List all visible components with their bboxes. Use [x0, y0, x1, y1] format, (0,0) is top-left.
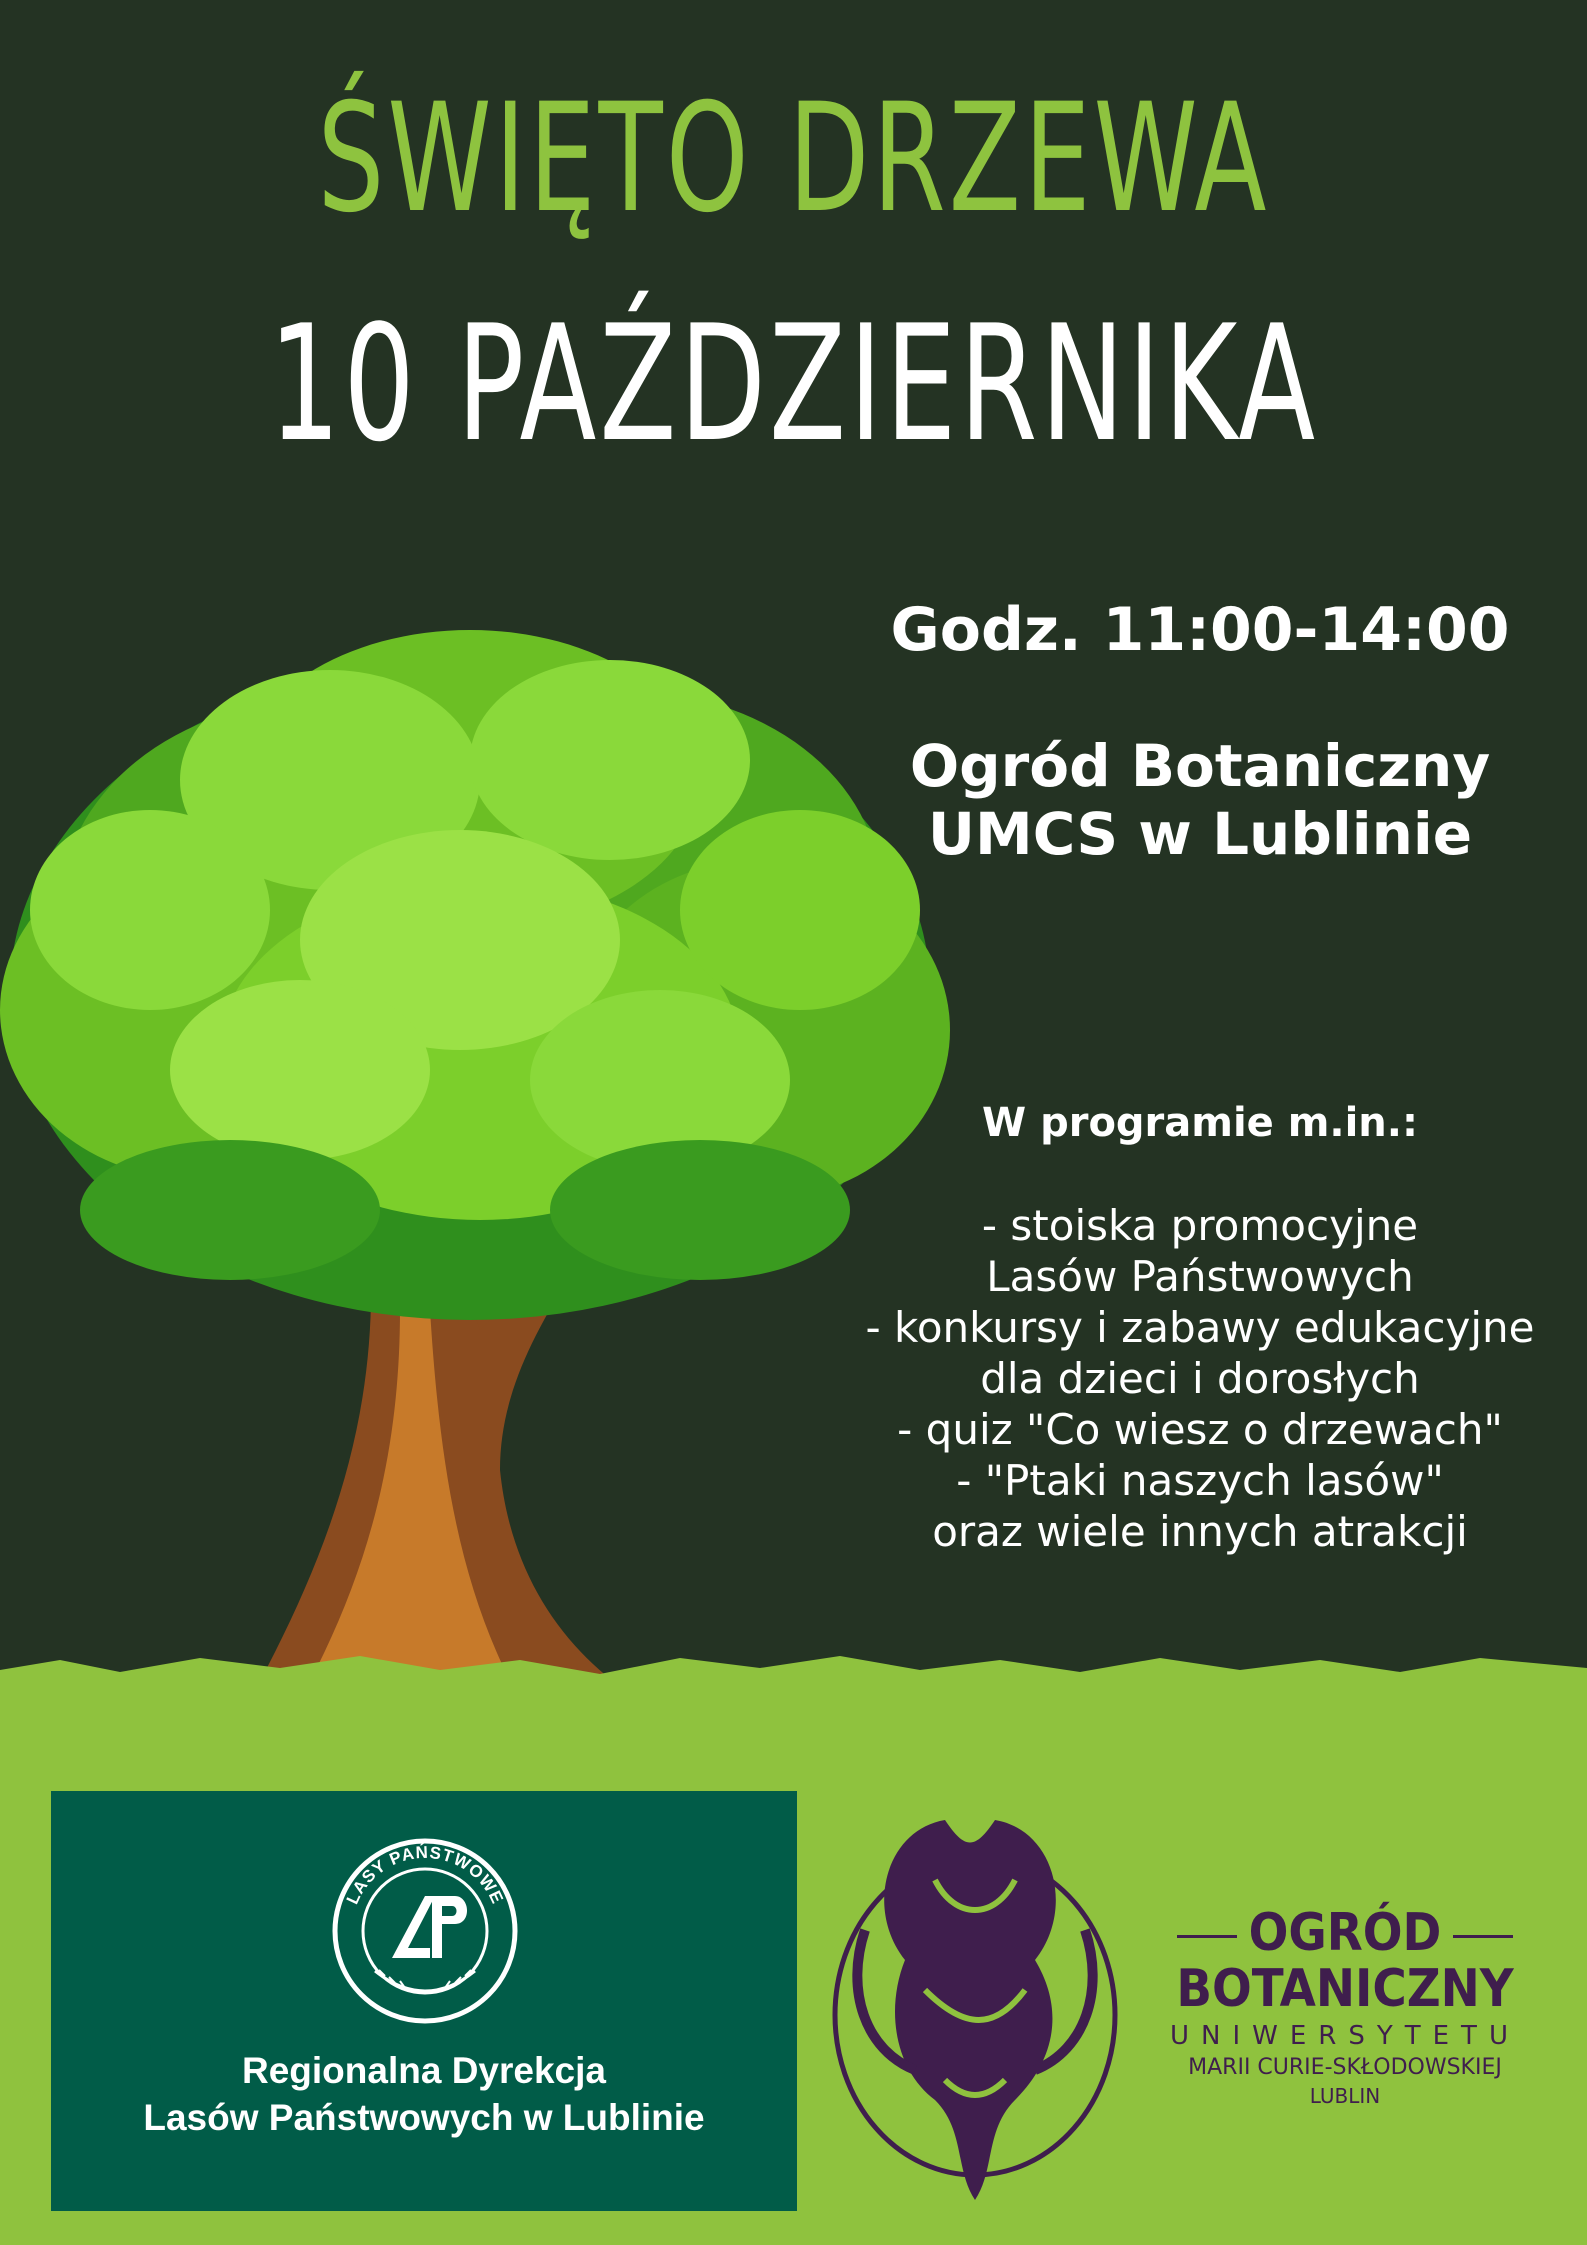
venue-line: Ogród Botaniczny: [909, 732, 1491, 800]
garden-name-line: [1155, 1905, 1535, 1961]
event-time: Godz. 11:00-14:00: [890, 595, 1510, 665]
list-item: - stoiska promocyjne: [981, 1201, 1419, 1250]
garden-name-word: OGRÓD: [1248, 1903, 1442, 1963]
event-venue: [800, 732, 1587, 868]
list-item: - quiz "Co wiesz o drzewach": [897, 1405, 1503, 1454]
iris-flower-logo-icon: [825, 1790, 1135, 2210]
rdlp-name-line: Lasów Państwowych w Lublinie: [143, 2097, 705, 2138]
rdlp-sponsor-box: [51, 1791, 797, 2211]
divider: [1177, 1935, 1237, 1938]
botanical-garden-wordmark: [1155, 1905, 1535, 2108]
rdlp-name-line: Regionalna Dyrekcja: [242, 2050, 606, 2091]
city-label: LUBLIN: [1309, 2084, 1381, 2108]
university-name: MARII CURIE-SKŁODOWSKIEJ: [1188, 2055, 1502, 2080]
program-list: [800, 1200, 1587, 1557]
list-item: oraz wiele innych atrakcji: [932, 1507, 1468, 1556]
list-item: dla dzieci i dorosłych: [980, 1354, 1420, 1403]
list-item: Lasów Państwowych: [986, 1252, 1414, 1301]
list-item: - "Ptaki naszych lasów": [956, 1456, 1444, 1505]
divider: [1453, 1935, 1513, 1938]
logo-ring-text: LASY PAŃSTWOWE: [342, 1842, 508, 1908]
university-label: UNIWERSYTETU: [1170, 2021, 1520, 2051]
event-title: ŚWIĘTO DRZEWA: [317, 72, 1270, 246]
venue-line: UMCS w Lublinie: [927, 800, 1473, 868]
garden-name-line: BOTANICZNY: [1176, 1959, 1514, 2019]
event-date: 10 PAŹDZIERNIKA: [268, 290, 1319, 477]
lasy-panstwowe-logo-icon: [330, 1836, 520, 2026]
program-title: W programie m.in.:: [982, 1100, 1418, 1146]
list-item: - konkursy i zabawy edukacyjne: [865, 1303, 1535, 1352]
